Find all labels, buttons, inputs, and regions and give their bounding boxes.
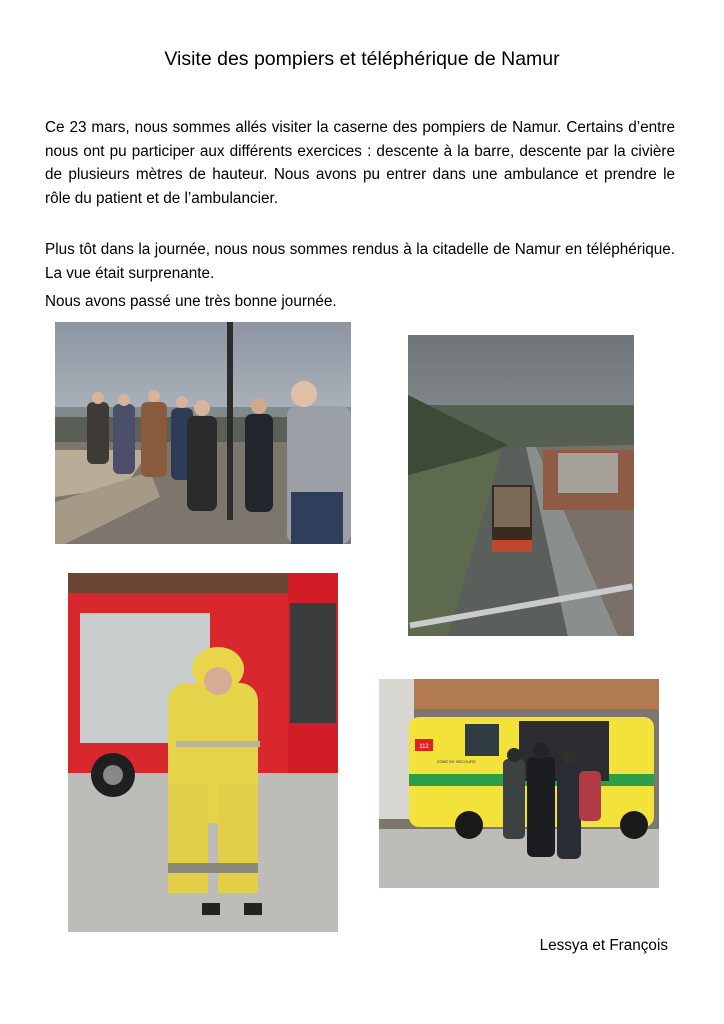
page-title: Visite des pompiers et téléphérique de Namur bbox=[164, 48, 560, 70]
signature: Lessya et François bbox=[539, 937, 668, 954]
photo-firefighter-gear bbox=[68, 573, 338, 932]
photo-group-citadel bbox=[55, 322, 351, 544]
paragraph-conclusion: Nous avons passé une très bonne journée. bbox=[45, 293, 337, 310]
paragraph-cable-car: Plus tôt dans la journée, nous nous sommes rendus à la citadelle de Namur en téléphérique. La vue était surprenante. bbox=[45, 241, 675, 282]
ambulance-112-text: 112 bbox=[419, 744, 429, 750]
ambulance-zone-text: ZONE DE SECOURS bbox=[437, 759, 476, 764]
photo-river-barge bbox=[408, 335, 634, 636]
photo-ambulance bbox=[379, 679, 659, 888]
paragraph-firefighters-visit: Ce 23 mars, nous sommes allés visiter la caserne des pompiers de Namur. Certains d’entre nous ont pu participer aux différents exercices : descente à la barre, descente par la civière de plusieurs mètres de hauteur. Nous avons pu entrer dans une ambulance et prendre le rôle du patient et de l’ambulancier. bbox=[45, 119, 675, 207]
